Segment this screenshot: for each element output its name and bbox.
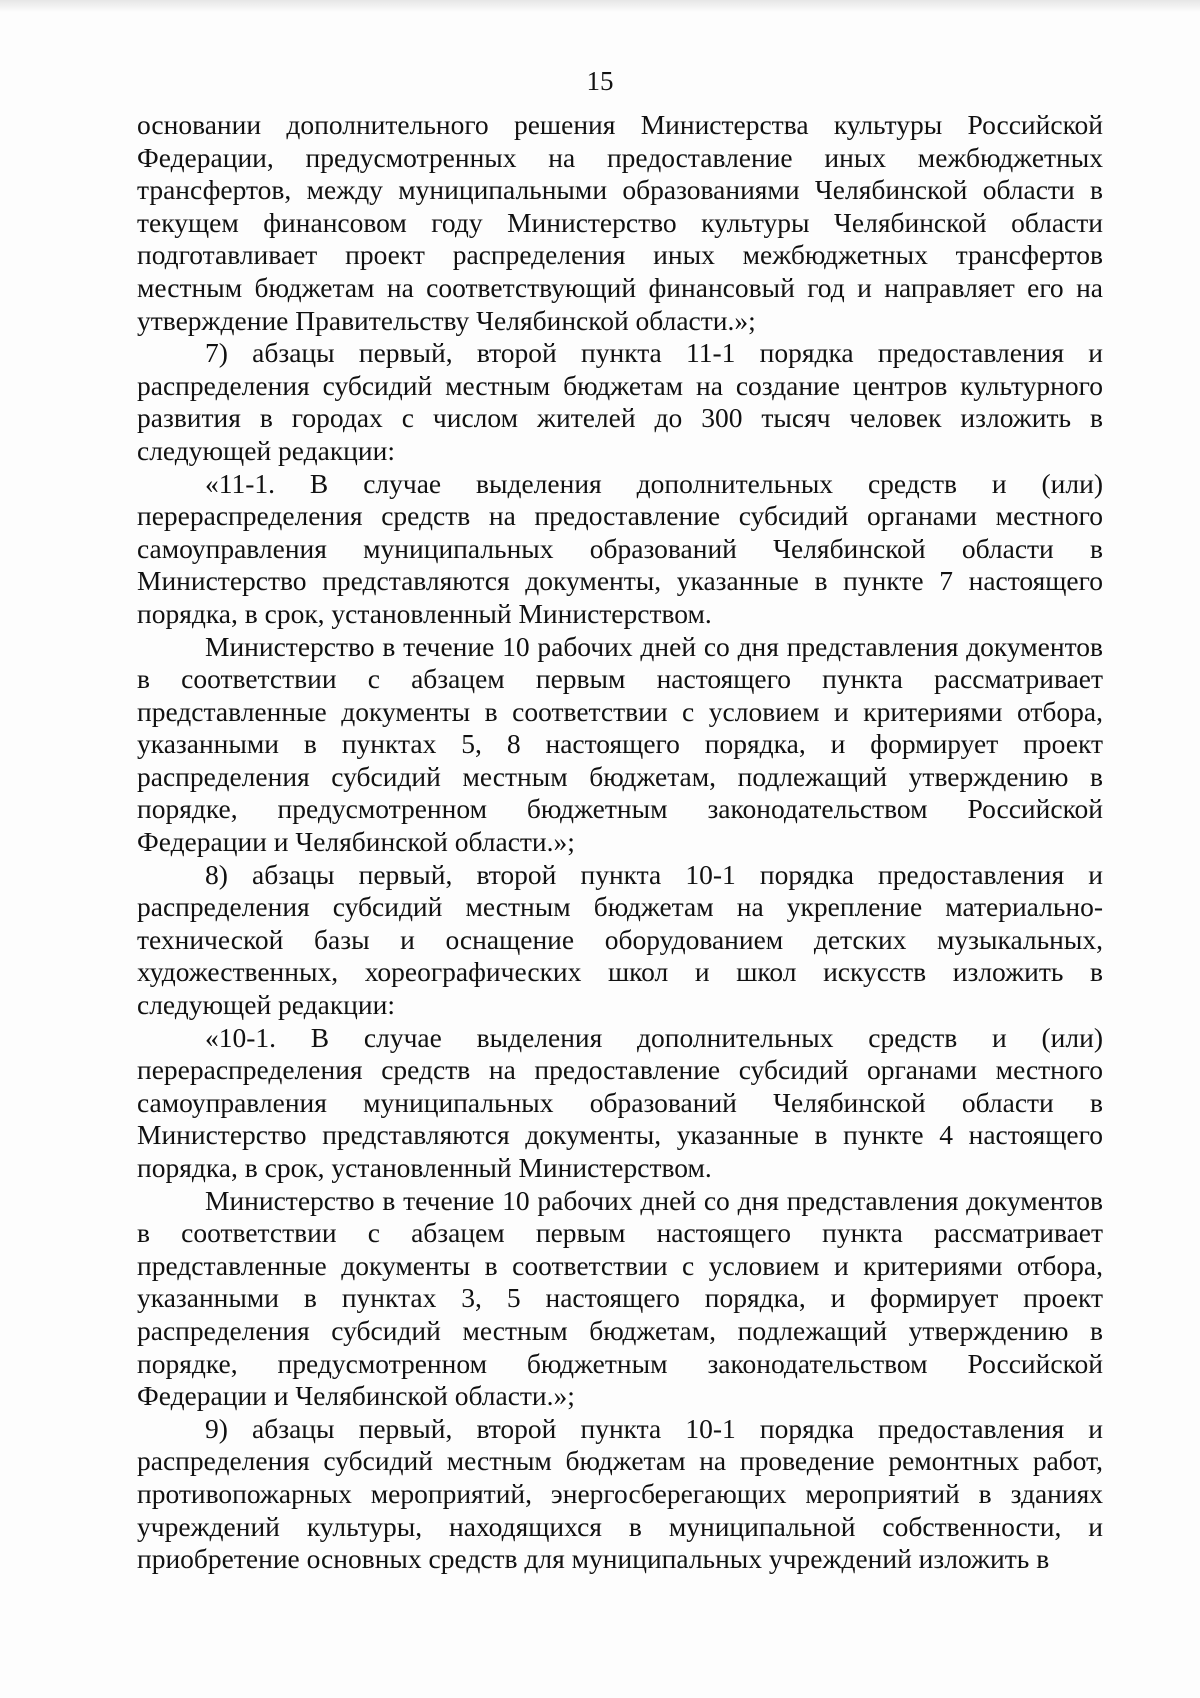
paragraph-ministry-review-1: Министерство в течение 10 рабочих дней со дня представления документов в соответствии с абзацем первым настоящего пункта рассматривает представленные документы в соответствии с условием и критериями отбора, указанными в пунктах 5, 8 настоящего порядка, и формирует проект распределения субсидий местным бюджетам, подлежащий утверждению в порядке, предусмотренном бюджетным законодательством Российской Федерации и Челябинской области.»; [137, 630, 1103, 858]
paragraph-quote-11-1: «11-1. В случае выделения дополнительных средств и (или) перераспределения средств на предоставление субсидий органами местного самоуправления муниципальных образований Челябинской области в Министерство представляются документы, указанные в пункте 7 настоящего порядка, в срок, установленный Министерством. [137, 467, 1103, 629]
paragraph-item-8: 8) абзацы первый, второй пункта 10-1 порядка предоставления и распределения субсидий местным бюджетам на укрепление материально-технической базы и оснащение оборудованием детских музыкальных, художественных, хореографических школ и школ искусств изложить в следующей редакции: [137, 858, 1103, 1021]
page-number: 15 [586, 66, 614, 96]
scan-edge [0, 0, 1200, 12]
paragraph-item-9: 9) абзацы первый, второй пункта 10-1 порядка предоставления и распределения субсидий местным бюджетам на проведение ремонтных работ, противопожарных мероприятий, энергосберегающих мероприятий в зданиях учреждений культуры, находящихся в муниципальной собственности, и приобретение основных средств для муниципальных учреждений изложить в [137, 1412, 1103, 1575]
paragraph-item-7: 7) абзацы первый, второй пункта 11-1 порядка предоставления и распределения субсидий местным бюджетам на создание центров культурного развития в городах с числом жителей до 300 тысяч человек изложить в следующей редакции: [137, 337, 1103, 466]
paragraph-ministry-review-2: Министерство в течение 10 рабочих дней со дня представления документов в соответствии с абзацем первым настоящего пункта рассматривает представленные документы в соответствии с условием и критериями отбора, указанными в пунктах 3, 5 настоящего порядка, и формирует проект распределения субсидий местным бюджетам, подлежащий утверждению в порядке, предусмотренном бюджетным законодательством Российской Федерации и Челябинской области.»; [137, 1184, 1103, 1412]
document-body [137, 109, 1103, 1576]
paragraph-quote-10-1: «10-1. В случае выделения дополнительных средств и (или) перераспределения средств на предоставление субсидий органами местного самоуправления муниципальных образований Челябинской области в Министерство представляются документы, указанные в пункте 4 настоящего порядка, в срок, установленный Министерством. [137, 1021, 1103, 1183]
paragraph-continuation: основании дополнительного решения Министерства культуры Российской Федерации, предусмотренных на предоставление иных межбюджетных трансфертов, между муниципальными образованиями Челябинской области в текущем финансовом году Министерство культуры Челябинской области подготавливает проект распределения иных межбюджетных трансфертов местным бюджетам на соответствующий финансовый год и направляет его на утверждение Правительству Челябинской области.»; [137, 109, 1103, 336]
